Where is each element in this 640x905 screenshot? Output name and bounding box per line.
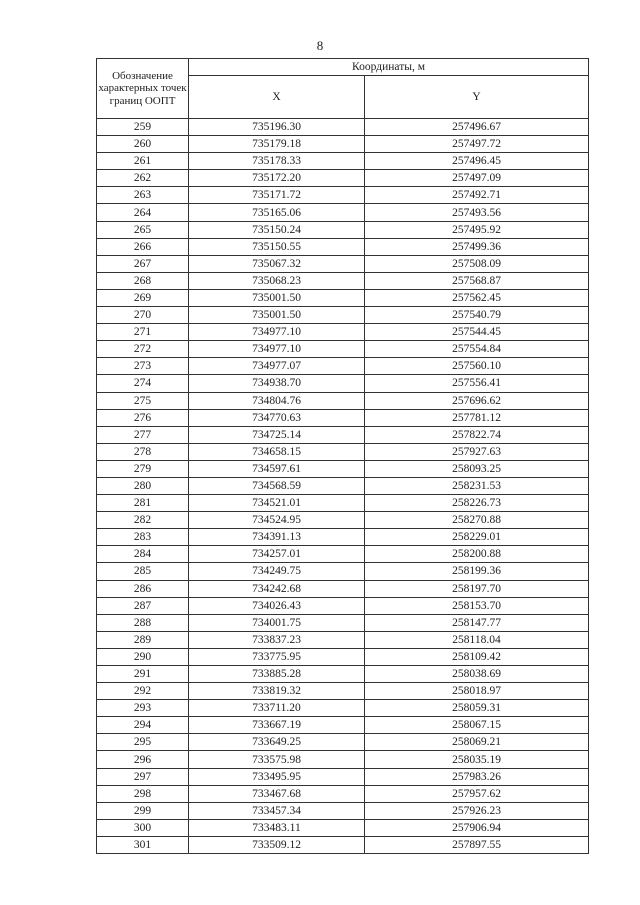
table-row	[97, 512, 589, 529]
point-number-cell: 259	[97, 119, 189, 136]
y-coordinate-cell: 258038.69	[365, 666, 589, 683]
y-coordinate-cell: 257696.62	[365, 392, 589, 409]
table-row	[97, 324, 589, 341]
table-row	[97, 341, 589, 358]
table-row	[97, 221, 589, 238]
x-coordinate-cell: 734026.43	[189, 597, 365, 614]
table-row	[97, 289, 589, 306]
table-row	[97, 751, 589, 768]
table-row	[97, 307, 589, 324]
x-coordinate-cell: 734597.61	[189, 460, 365, 477]
point-number-cell: 268	[97, 272, 189, 289]
table-row	[97, 443, 589, 460]
x-coordinate-cell: 733649.25	[189, 734, 365, 751]
table-row	[97, 819, 589, 836]
point-number-cell: 300	[97, 819, 189, 836]
x-coordinate-cell: 733467.68	[189, 785, 365, 802]
table-row	[97, 666, 589, 683]
table-row	[97, 683, 589, 700]
y-coordinate-cell: 258067.15	[365, 717, 589, 734]
table-row	[97, 717, 589, 734]
point-number-cell: 283	[97, 529, 189, 546]
x-coordinate-cell: 734977.10	[189, 324, 365, 341]
x-coordinate-cell: 733711.20	[189, 700, 365, 717]
y-column-header: Y	[365, 76, 589, 119]
point-number-cell: 264	[97, 204, 189, 221]
point-number-cell: 271	[97, 324, 189, 341]
y-coordinate-cell: 258270.88	[365, 512, 589, 529]
y-coordinate-cell: 257495.92	[365, 221, 589, 238]
y-coordinate-cell: 257554.84	[365, 341, 589, 358]
point-number-cell: 280	[97, 477, 189, 494]
point-designation-header: Обозначение характерных точек границ ООПТ	[97, 59, 189, 119]
point-number-cell: 267	[97, 255, 189, 272]
point-number-cell: 296	[97, 751, 189, 768]
y-coordinate-cell: 257568.87	[365, 272, 589, 289]
x-coordinate-cell: 735196.30	[189, 119, 365, 136]
y-coordinate-cell: 257926.23	[365, 802, 589, 819]
x-coordinate-cell: 735179.18	[189, 136, 365, 153]
x-coordinate-cell: 734001.75	[189, 614, 365, 631]
table-row	[97, 187, 589, 204]
x-coordinate-cell: 733457.34	[189, 802, 365, 819]
point-number-cell: 274	[97, 375, 189, 392]
point-number-cell: 265	[97, 221, 189, 238]
y-coordinate-cell: 257556.41	[365, 375, 589, 392]
point-number-cell: 261	[97, 153, 189, 170]
point-number-cell: 294	[97, 717, 189, 734]
point-number-cell: 263	[97, 187, 189, 204]
y-coordinate-cell: 258200.88	[365, 546, 589, 563]
y-coordinate-cell: 258035.19	[365, 751, 589, 768]
x-coordinate-cell: 734568.59	[189, 477, 365, 494]
y-coordinate-cell: 258109.42	[365, 648, 589, 665]
table-body	[97, 119, 589, 854]
x-coordinate-cell: 734804.76	[189, 392, 365, 409]
x-coordinate-cell: 735172.20	[189, 170, 365, 187]
table-row	[97, 460, 589, 477]
table-row	[97, 392, 589, 409]
point-number-cell: 293	[97, 700, 189, 717]
x-coordinate-cell: 733483.11	[189, 819, 365, 836]
point-number-cell: 266	[97, 238, 189, 255]
x-coordinate-cell: 734391.13	[189, 529, 365, 546]
table-row	[97, 136, 589, 153]
table-row	[97, 170, 589, 187]
table-header	[97, 59, 589, 119]
table-row	[97, 700, 589, 717]
y-coordinate-cell: 257560.10	[365, 358, 589, 375]
point-number-cell: 276	[97, 409, 189, 426]
point-number-cell: 289	[97, 631, 189, 648]
x-coordinate-cell: 733667.19	[189, 717, 365, 734]
y-coordinate-cell: 257499.36	[365, 238, 589, 255]
y-coordinate-cell: 258147.77	[365, 614, 589, 631]
y-coordinate-cell: 257493.56	[365, 204, 589, 221]
table-row	[97, 768, 589, 785]
table-row	[97, 426, 589, 443]
y-coordinate-cell: 258069.21	[365, 734, 589, 751]
point-number-cell: 278	[97, 443, 189, 460]
y-coordinate-cell: 257496.45	[365, 153, 589, 170]
x-coordinate-cell: 735171.72	[189, 187, 365, 204]
x-coordinate-cell: 734725.14	[189, 426, 365, 443]
y-coordinate-cell: 257496.67	[365, 119, 589, 136]
point-number-cell: 272	[97, 341, 189, 358]
x-coordinate-cell: 734770.63	[189, 409, 365, 426]
table-row	[97, 153, 589, 170]
table-row	[97, 597, 589, 614]
point-number-cell: 284	[97, 546, 189, 563]
x-coordinate-cell: 735067.32	[189, 255, 365, 272]
y-coordinate-cell: 258018.97	[365, 683, 589, 700]
point-number-cell: 291	[97, 666, 189, 683]
point-number-cell: 262	[97, 170, 189, 187]
x-coordinate-cell: 735150.55	[189, 238, 365, 255]
y-coordinate-cell: 258226.73	[365, 495, 589, 512]
y-coordinate-cell: 258197.70	[365, 580, 589, 597]
x-coordinate-cell: 735178.33	[189, 153, 365, 170]
y-coordinate-cell: 257562.45	[365, 289, 589, 306]
y-coordinate-cell: 257492.71	[365, 187, 589, 204]
table-row	[97, 546, 589, 563]
table-row	[97, 255, 589, 272]
table-row	[97, 477, 589, 494]
point-number-cell: 301	[97, 836, 189, 853]
x-coordinate-cell: 734977.07	[189, 358, 365, 375]
point-number-cell: 286	[97, 580, 189, 597]
y-coordinate-cell: 258118.04	[365, 631, 589, 648]
y-coordinate-cell: 257497.72	[365, 136, 589, 153]
x-coordinate-cell: 733885.28	[189, 666, 365, 683]
x-coordinate-cell: 735165.06	[189, 204, 365, 221]
x-coordinate-cell: 734977.10	[189, 341, 365, 358]
point-number-cell: 270	[97, 307, 189, 324]
y-coordinate-cell: 258199.36	[365, 563, 589, 580]
y-coordinate-cell: 258231.53	[365, 477, 589, 494]
x-coordinate-cell: 733509.12	[189, 836, 365, 853]
table-row	[97, 409, 589, 426]
table-row	[97, 529, 589, 546]
x-coordinate-cell: 733775.95	[189, 648, 365, 665]
y-coordinate-cell: 258229.01	[365, 529, 589, 546]
y-coordinate-cell: 258093.25	[365, 460, 589, 477]
point-number-cell: 292	[97, 683, 189, 700]
table-row	[97, 580, 589, 597]
point-number-cell: 290	[97, 648, 189, 665]
table-row	[97, 836, 589, 853]
table-row	[97, 204, 589, 221]
point-number-cell: 260	[97, 136, 189, 153]
table-row	[97, 358, 589, 375]
point-number-cell: 275	[97, 392, 189, 409]
x-coordinate-cell: 733575.98	[189, 751, 365, 768]
point-number-cell: 281	[97, 495, 189, 512]
point-number-cell: 269	[97, 289, 189, 306]
x-coordinate-cell: 735001.50	[189, 289, 365, 306]
x-coordinate-cell: 735068.23	[189, 272, 365, 289]
y-coordinate-cell: 257957.62	[365, 785, 589, 802]
point-number-cell: 298	[97, 785, 189, 802]
table-row	[97, 495, 589, 512]
coordinates-group-header: Координаты, м	[189, 59, 589, 76]
table-row	[97, 648, 589, 665]
x-coordinate-cell: 735001.50	[189, 307, 365, 324]
y-coordinate-cell: 257906.94	[365, 819, 589, 836]
page-number: 8	[316, 38, 324, 53]
point-number-cell: 277	[97, 426, 189, 443]
y-coordinate-cell: 258059.31	[365, 700, 589, 717]
y-coordinate-cell: 258153.70	[365, 597, 589, 614]
table-row	[97, 563, 589, 580]
x-coordinate-cell: 734521.01	[189, 495, 365, 512]
x-coordinate-cell: 734249.75	[189, 563, 365, 580]
x-coordinate-cell: 734257.01	[189, 546, 365, 563]
x-coordinate-cell: 733819.32	[189, 683, 365, 700]
y-coordinate-cell: 257497.09	[365, 170, 589, 187]
y-coordinate-cell: 257927.63	[365, 443, 589, 460]
y-coordinate-cell: 257544.45	[365, 324, 589, 341]
table-row	[97, 631, 589, 648]
point-number-cell: 295	[97, 734, 189, 751]
x-coordinate-cell: 734242.68	[189, 580, 365, 597]
y-coordinate-cell: 257540.79	[365, 307, 589, 324]
y-coordinate-cell: 257781.12	[365, 409, 589, 426]
table-row	[97, 238, 589, 255]
y-coordinate-cell: 257822.74	[365, 426, 589, 443]
point-number-cell: 287	[97, 597, 189, 614]
point-number-cell: 299	[97, 802, 189, 819]
x-column-header: X	[189, 76, 365, 119]
point-number-cell: 279	[97, 460, 189, 477]
table-row	[97, 272, 589, 289]
point-number-cell: 297	[97, 768, 189, 785]
y-coordinate-cell: 257983.26	[365, 768, 589, 785]
coordinates-table	[96, 58, 589, 854]
x-coordinate-cell: 735150.24	[189, 221, 365, 238]
table-row	[97, 119, 589, 136]
table-row	[97, 785, 589, 802]
x-coordinate-cell: 734658.15	[189, 443, 365, 460]
point-number-cell: 285	[97, 563, 189, 580]
x-coordinate-cell: 734524.95	[189, 512, 365, 529]
table-row	[97, 802, 589, 819]
y-coordinate-cell: 257508.09	[365, 255, 589, 272]
x-coordinate-cell: 733837.23	[189, 631, 365, 648]
table-row	[97, 614, 589, 631]
point-number-cell: 288	[97, 614, 189, 631]
x-coordinate-cell: 733495.95	[189, 768, 365, 785]
table-row	[97, 375, 589, 392]
table-row	[97, 734, 589, 751]
point-number-cell: 273	[97, 358, 189, 375]
y-coordinate-cell: 257897.55	[365, 836, 589, 853]
point-number-cell: 282	[97, 512, 189, 529]
x-coordinate-cell: 734938.70	[189, 375, 365, 392]
